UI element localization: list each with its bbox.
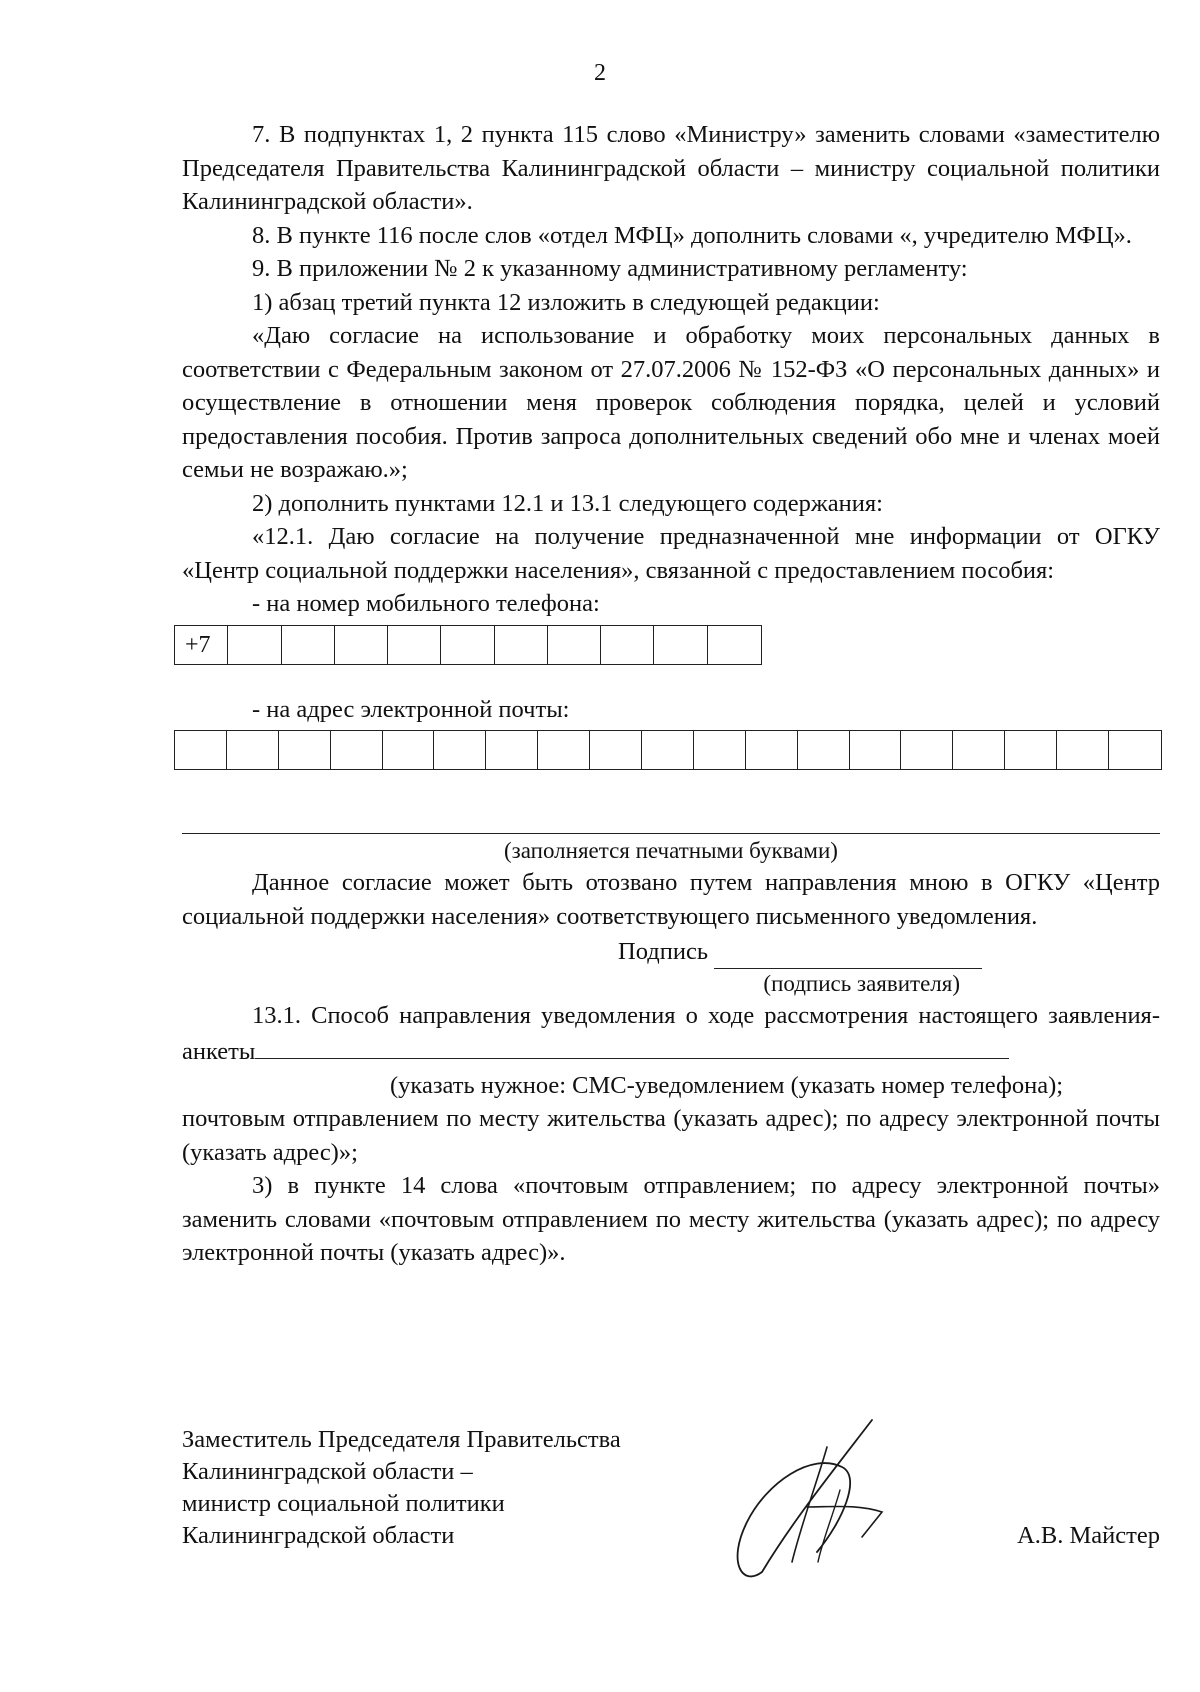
phone-digit-cell[interactable] (282, 626, 335, 664)
phone-digit-cell[interactable] (708, 626, 761, 664)
paragraph-item-12-1: «12.1. Даю согласие на получение предназначенной мне информации от ОГКУ «Центр социальной поддержки населения», связанной с предоставлением пособия: (182, 523, 1160, 584)
paragraph-item-7: 7. В подпунктах 1, 2 пункта 115 слово «Министру» заменить словами «заместителю Председателя Правительства Калининградской области – министру социальной политики Калининградской области». (182, 121, 1160, 215)
email-char-cell[interactable] (953, 731, 1005, 769)
email-char-cell[interactable] (538, 731, 590, 769)
signature-label: Подпись (618, 938, 708, 965)
email-char-cell[interactable] (746, 731, 798, 769)
paragraph-consent-text: «Даю согласие на использование и обработку моих персональных данных в соответствии с Федеральным законом от 27.07.2006 № 152-ФЗ «О персональных данных» и осуществление в отношении меня проверок соблюдения порядка, целей и условий предоставления пособия. Против запроса дополнительных сведений обо мне и членах моей семьи не возражаю.»; (182, 322, 1160, 483)
revoke-paragraph: Данное согласие может быть отозвано путем направления мною в ОГКУ «Центр социальной поддержки населения» соответствующего письменного уведомления. (182, 869, 1160, 930)
signatory-block (182, 1424, 1160, 1552)
phone-number-grid (174, 625, 762, 665)
email-char-cell[interactable] (798, 731, 850, 769)
signatory-title-line: Заместитель Председателя Правительства (182, 1426, 621, 1453)
signatory-title-line: Калининградской области – (182, 1458, 473, 1485)
paragraph-subitem-3: 3) в пункте 14 слова «почтовым отправлением; по адресу электронной почты» заменить словами «почтовым отправлением по месту жительства (указать адрес); по адресу электронной почты (указать адрес)». (182, 1172, 1160, 1266)
email-char-cell[interactable] (175, 731, 227, 769)
email-char-cell[interactable] (434, 731, 486, 769)
phone-digit-cell[interactable] (601, 626, 654, 664)
paragraph-subitem-2: 2) дополнить пунктами 12.1 и 13.1 следующего содержания: (252, 489, 883, 517)
signatory-title-line: министр социальной политики (182, 1490, 505, 1517)
signatory-title-line: Калининградской области (182, 1522, 455, 1549)
email-char-cell[interactable] (1005, 731, 1057, 769)
paragraph-subitem-1: 1) абзац третий пункта 12 изложить в следующей редакции: (252, 288, 880, 316)
email-char-cell[interactable] (901, 731, 953, 769)
print-fill-line[interactable] (182, 832, 1160, 834)
phone-digit-cell[interactable] (388, 626, 441, 664)
signature-caption: (подпись заявителя) (763, 970, 960, 996)
signatory-name: А.В. Майстер (1017, 1522, 1160, 1549)
item-13-1-text: 13.1. Способ направления уведомления о ходе рассмотрения настоящего заявления-анкеты (182, 1001, 1160, 1065)
phone-digit-cell[interactable] (335, 626, 388, 664)
page-number: 2 (594, 60, 606, 86)
phone-prefix-cell: +7 (175, 626, 228, 664)
email-char-cell[interactable] (590, 731, 642, 769)
document-body (182, 118, 1160, 1270)
email-char-cell[interactable] (1109, 731, 1161, 769)
print-caption: (заполняется печатными буквами) (504, 838, 838, 863)
email-char-cell[interactable] (331, 731, 383, 769)
phone-digit-cell[interactable] (495, 626, 548, 664)
phone-label: - на номер мобильного телефона: (252, 590, 600, 617)
notification-method-field[interactable] (255, 1032, 1009, 1059)
phone-digit-cell[interactable] (548, 626, 601, 664)
signature-row (182, 935, 1160, 969)
phone-digit-cell[interactable] (441, 626, 494, 664)
paragraph-item-9: 9. В приложении № 2 к указанному административному регламенту: (252, 255, 968, 282)
signature-field[interactable] (714, 942, 982, 969)
phone-digit-cell[interactable] (228, 626, 281, 664)
email-grid (174, 730, 1162, 770)
paragraph-item-13-1 (182, 999, 1160, 1069)
email-char-cell[interactable] (227, 731, 279, 769)
handwritten-signature-icon (722, 1412, 912, 1582)
item-13-1-caption-first: (указать нужное: СМС-уведомлением (указать номер телефона); (390, 1071, 1064, 1099)
email-char-cell[interactable] (383, 731, 435, 769)
email-char-cell[interactable] (850, 731, 902, 769)
email-char-cell[interactable] (486, 731, 538, 769)
email-char-cell[interactable] (642, 731, 694, 769)
item-13-1-caption-rest: почтовым отправлением по месту жительства (указать адрес); по адресу электронной почты (указать адрес)»; (182, 1105, 1160, 1166)
email-char-cell[interactable] (1057, 731, 1109, 769)
phone-digit-cell[interactable] (654, 626, 707, 664)
email-char-cell[interactable] (694, 731, 746, 769)
email-label: - на адрес электронной почты: (252, 695, 570, 723)
paragraph-item-8: 8. В пункте 116 после слов «отдел МФЦ» дополнить словами «, учредителю МФЦ». (252, 221, 1132, 249)
email-char-cell[interactable] (279, 731, 331, 769)
